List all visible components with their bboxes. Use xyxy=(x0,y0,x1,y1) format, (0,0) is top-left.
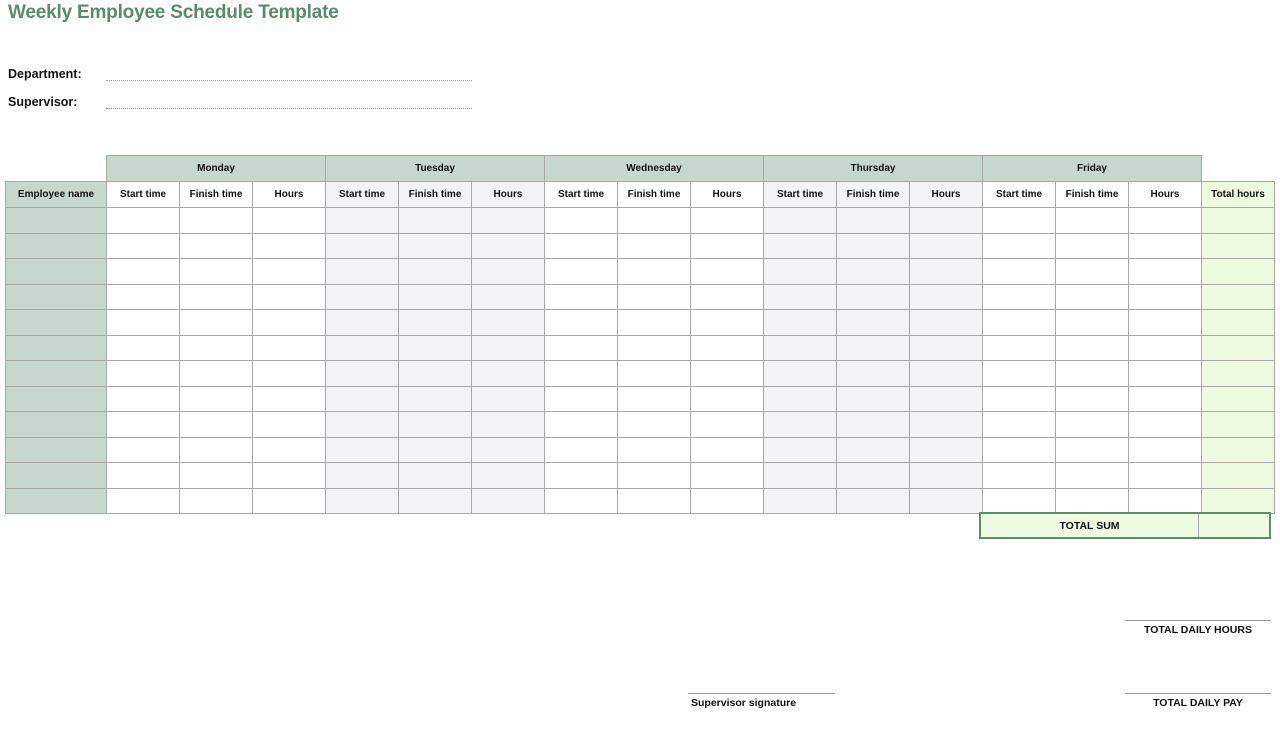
friday-start-time-cell[interactable] xyxy=(983,335,1056,361)
monday-hours-cell[interactable] xyxy=(253,463,326,489)
monday-start-time-cell[interactable] xyxy=(107,437,180,463)
total-hours-cell[interactable] xyxy=(1202,463,1275,489)
wednesday-finish-time-cell[interactable] xyxy=(618,284,691,310)
table-row xyxy=(6,208,1275,234)
tuesday-hours-cell[interactable] xyxy=(472,233,545,259)
monday-start-time-cell[interactable] xyxy=(107,259,180,285)
supervisor-signature-line[interactable] xyxy=(688,693,835,709)
thursday-start-time-cell[interactable] xyxy=(764,361,837,387)
department-label: Department: xyxy=(8,67,82,81)
monday-hours-cell[interactable] xyxy=(253,284,326,310)
thursday-finish-time-cell[interactable] xyxy=(837,361,910,387)
monday-finish-time-cell[interactable] xyxy=(180,488,253,514)
monday-finish-time-cell[interactable] xyxy=(180,335,253,361)
thursday-start-time-cell[interactable] xyxy=(764,259,837,285)
wednesday-hours-cell[interactable] xyxy=(691,437,764,463)
monday-start-time-cell[interactable] xyxy=(107,208,180,234)
tuesday-finish-time-cell[interactable] xyxy=(399,412,472,438)
friday-start-time-cell[interactable] xyxy=(983,488,1056,514)
total-hours-cell[interactable] xyxy=(1202,233,1275,259)
friday-finish-time-cell[interactable] xyxy=(1056,488,1129,514)
friday-start-time-cell[interactable] xyxy=(983,386,1056,412)
employee-name-cell[interactable] xyxy=(6,310,107,336)
monday-hours-header: Hours xyxy=(253,182,326,208)
thursday-hours-cell[interactable] xyxy=(910,437,983,463)
monday-start-time-cell[interactable] xyxy=(107,412,180,438)
employee-name-cell[interactable] xyxy=(6,386,107,412)
employee-name-cell[interactable] xyxy=(6,463,107,489)
tuesday-finish-time-cell[interactable] xyxy=(399,488,472,514)
friday-finish-time-cell[interactable] xyxy=(1056,208,1129,234)
total-daily-hours-line xyxy=(1125,620,1271,636)
total-sum-label: TOTAL SUM xyxy=(981,514,1199,537)
total-sum-box xyxy=(979,512,1271,539)
thursday-finish-time-cell[interactable] xyxy=(837,259,910,285)
monday-start-time-cell[interactable] xyxy=(107,233,180,259)
friday-start-time-cell[interactable] xyxy=(983,233,1056,259)
total-hours-cell[interactable] xyxy=(1202,437,1275,463)
total-hours-cell[interactable] xyxy=(1202,361,1275,387)
tuesday-start-time-cell[interactable] xyxy=(326,463,399,489)
thursday-hours-cell[interactable] xyxy=(910,233,983,259)
department-field[interactable] xyxy=(106,68,472,81)
tuesday-hours-cell[interactable] xyxy=(472,361,545,387)
thursday-start-time-cell[interactable] xyxy=(764,208,837,234)
wednesday-hours-cell[interactable] xyxy=(691,386,764,412)
thursday-hours-cell[interactable] xyxy=(910,463,983,489)
header-spacer xyxy=(6,156,107,182)
employee-name-cell[interactable] xyxy=(6,335,107,361)
wednesday-finish-time-cell[interactable] xyxy=(618,335,691,361)
friday-hours-cell[interactable] xyxy=(1129,463,1202,489)
department-row xyxy=(8,61,472,81)
total-daily-hours-label: TOTAL DAILY HOURS xyxy=(1144,624,1252,636)
tuesday-hours-cell[interactable] xyxy=(472,412,545,438)
thursday-finish-time-cell[interactable] xyxy=(837,208,910,234)
monday-hours-cell[interactable] xyxy=(253,335,326,361)
friday-hours-cell[interactable] xyxy=(1129,310,1202,336)
thursday-hours-cell[interactable] xyxy=(910,310,983,336)
tuesday-finish-time-cell[interactable] xyxy=(399,361,472,387)
monday-hours-cell[interactable] xyxy=(253,259,326,285)
wednesday-hours-cell[interactable] xyxy=(691,361,764,387)
table-row xyxy=(6,259,1275,285)
tuesday-finish-time-cell[interactable] xyxy=(399,386,472,412)
employee-name-cell[interactable] xyxy=(6,488,107,514)
total-hours-cell[interactable] xyxy=(1202,412,1275,438)
table-row xyxy=(6,310,1275,336)
friday-hours-cell[interactable] xyxy=(1129,208,1202,234)
monday-hours-cell[interactable] xyxy=(253,437,326,463)
monday-start-time-cell[interactable] xyxy=(107,335,180,361)
day-header-monday: Monday xyxy=(107,156,326,182)
monday-hours-cell[interactable] xyxy=(253,310,326,336)
thursday-finish-time-cell[interactable] xyxy=(837,310,910,336)
tuesday-start-time-cell[interactable] xyxy=(326,361,399,387)
monday-hours-cell[interactable] xyxy=(253,386,326,412)
tuesday-finish-time-cell[interactable] xyxy=(399,437,472,463)
friday-finish-time-cell[interactable] xyxy=(1056,310,1129,336)
monday-finish-time-cell[interactable] xyxy=(180,310,253,336)
friday-start-time-cell[interactable] xyxy=(983,437,1056,463)
wednesday-hours-cell[interactable] xyxy=(691,284,764,310)
wednesday-start-time-cell[interactable] xyxy=(545,463,618,489)
friday-finish-time-cell[interactable] xyxy=(1056,463,1129,489)
day-header-friday: Friday xyxy=(983,156,1202,182)
employee-name-cell[interactable] xyxy=(6,284,107,310)
thursday-hours-cell[interactable] xyxy=(910,335,983,361)
friday-hours-cell[interactable] xyxy=(1129,233,1202,259)
schedule-table xyxy=(5,155,1275,514)
monday-start-time-cell[interactable] xyxy=(107,488,180,514)
monday-start-time-cell[interactable] xyxy=(107,386,180,412)
table-row xyxy=(6,233,1275,259)
tuesday-start-time-cell[interactable] xyxy=(326,412,399,438)
monday-finish-time-cell[interactable] xyxy=(180,437,253,463)
employee-name-cell[interactable] xyxy=(6,259,107,285)
employee-name-cell[interactable] xyxy=(6,233,107,259)
wednesday-hours-cell[interactable] xyxy=(691,208,764,234)
thursday-start-time-cell[interactable] xyxy=(764,463,837,489)
friday-finish-time-cell[interactable] xyxy=(1056,437,1129,463)
friday-hours-cell[interactable] xyxy=(1129,361,1202,387)
wednesday-start-time-cell[interactable] xyxy=(545,412,618,438)
monday-hours-cell[interactable] xyxy=(253,208,326,234)
wednesday-start-time-cell[interactable] xyxy=(545,284,618,310)
tuesday-start-time-cell[interactable] xyxy=(326,335,399,361)
friday-hours-cell[interactable] xyxy=(1129,284,1202,310)
monday-finish-time-cell[interactable] xyxy=(180,284,253,310)
monday-finish-time-cell[interactable] xyxy=(180,361,253,387)
employee-name-cell[interactable] xyxy=(6,412,107,438)
tuesday-hours-cell[interactable] xyxy=(472,284,545,310)
thursday-finish-time-cell[interactable] xyxy=(837,488,910,514)
tuesday-start-time-cell[interactable] xyxy=(326,437,399,463)
monday-hours-cell[interactable] xyxy=(253,361,326,387)
tuesday-start-time-cell[interactable] xyxy=(326,259,399,285)
wednesday-hours-cell[interactable] xyxy=(691,412,764,438)
friday-finish-time-cell[interactable] xyxy=(1056,361,1129,387)
thursday-finish-time-cell[interactable] xyxy=(837,386,910,412)
tuesday-hours-cell[interactable] xyxy=(472,335,545,361)
tuesday-start-time-cell[interactable] xyxy=(326,208,399,234)
friday-start-time-cell[interactable] xyxy=(983,259,1056,285)
friday-hours-cell[interactable] xyxy=(1129,259,1202,285)
thursday-start-time-cell[interactable] xyxy=(764,335,837,361)
friday-start-time-header: Start time xyxy=(983,182,1056,208)
tuesday-hours-cell[interactable] xyxy=(472,488,545,514)
friday-hours-cell[interactable] xyxy=(1129,335,1202,361)
table-row xyxy=(6,386,1275,412)
monday-hours-cell[interactable] xyxy=(253,488,326,514)
wednesday-finish-time-cell[interactable] xyxy=(618,259,691,285)
monday-finish-time-cell[interactable] xyxy=(180,412,253,438)
wednesday-finish-time-cell[interactable] xyxy=(618,208,691,234)
day-header-row xyxy=(6,156,1275,182)
friday-start-time-cell[interactable] xyxy=(983,463,1056,489)
wednesday-finish-time-cell[interactable] xyxy=(618,386,691,412)
employee-name-cell[interactable] xyxy=(6,361,107,387)
friday-finish-time-cell[interactable] xyxy=(1056,335,1129,361)
friday-hours-cell[interactable] xyxy=(1129,437,1202,463)
wednesday-start-time-cell[interactable] xyxy=(545,437,618,463)
wednesday-start-time-cell[interactable] xyxy=(545,386,618,412)
day-header-wednesday: Wednesday xyxy=(545,156,764,182)
tuesday-hours-cell[interactable] xyxy=(472,386,545,412)
friday-hours-cell[interactable] xyxy=(1129,386,1202,412)
monday-start-time-cell[interactable] xyxy=(107,463,180,489)
table-row xyxy=(6,463,1275,489)
wednesday-hours-cell[interactable] xyxy=(691,463,764,489)
thursday-start-time-cell[interactable] xyxy=(764,488,837,514)
wednesday-hours-cell[interactable] xyxy=(691,488,764,514)
thursday-hours-cell[interactable] xyxy=(910,488,983,514)
thursday-start-time-cell[interactable] xyxy=(764,386,837,412)
wednesday-finish-time-cell[interactable] xyxy=(618,310,691,336)
tuesday-start-time-header: Start time xyxy=(326,182,399,208)
wednesday-finish-time-header: Finish time xyxy=(618,182,691,208)
wednesday-start-time-cell[interactable] xyxy=(545,335,618,361)
total-hours-cell[interactable] xyxy=(1202,335,1275,361)
total-hours-cell[interactable] xyxy=(1202,488,1275,514)
tuesday-finish-time-cell[interactable] xyxy=(399,208,472,234)
thursday-hours-cell[interactable] xyxy=(910,386,983,412)
total-hours-cell[interactable] xyxy=(1202,386,1275,412)
employee-name-header: Employee name xyxy=(6,182,107,208)
thursday-start-time-cell[interactable] xyxy=(764,310,837,336)
friday-finish-time-cell[interactable] xyxy=(1056,233,1129,259)
wednesday-finish-time-cell[interactable] xyxy=(618,233,691,259)
total-hours-cell[interactable] xyxy=(1202,310,1275,336)
tuesday-hours-cell[interactable] xyxy=(472,310,545,336)
thursday-start-time-cell[interactable] xyxy=(764,437,837,463)
tuesday-hours-header: Hours xyxy=(472,182,545,208)
header-spacer xyxy=(1202,156,1275,182)
wednesday-start-time-cell[interactable] xyxy=(545,488,618,514)
page-title: Weekly Employee Schedule Template xyxy=(8,2,339,23)
table-row xyxy=(6,361,1275,387)
thursday-hours-cell[interactable] xyxy=(910,412,983,438)
thursday-hours-cell[interactable] xyxy=(910,208,983,234)
thursday-finish-time-cell[interactable] xyxy=(837,463,910,489)
wednesday-start-time-cell[interactable] xyxy=(545,310,618,336)
supervisor-field[interactable] xyxy=(106,96,472,109)
tuesday-start-time-cell[interactable] xyxy=(326,233,399,259)
monday-finish-time-cell[interactable] xyxy=(180,208,253,234)
thursday-hours-cell[interactable] xyxy=(910,361,983,387)
monday-finish-time-cell[interactable] xyxy=(180,259,253,285)
friday-finish-time-cell[interactable] xyxy=(1056,386,1129,412)
tuesday-hours-cell[interactable] xyxy=(472,437,545,463)
wednesday-finish-time-cell[interactable] xyxy=(618,437,691,463)
friday-finish-time-header: Finish time xyxy=(1056,182,1129,208)
tuesday-finish-time-header: Finish time xyxy=(399,182,472,208)
monday-finish-time-cell[interactable] xyxy=(180,463,253,489)
table-row xyxy=(6,284,1275,310)
thursday-start-time-cell[interactable] xyxy=(764,233,837,259)
friday-start-time-cell[interactable] xyxy=(983,208,1056,234)
monday-finish-time-header: Finish time xyxy=(180,182,253,208)
friday-finish-time-cell[interactable] xyxy=(1056,284,1129,310)
wednesday-finish-time-cell[interactable] xyxy=(618,488,691,514)
monday-start-time-cell[interactable] xyxy=(107,361,180,387)
day-header-thursday: Thursday xyxy=(764,156,983,182)
table-row xyxy=(6,335,1275,361)
tuesday-hours-cell[interactable] xyxy=(472,463,545,489)
monday-finish-time-cell[interactable] xyxy=(180,386,253,412)
wednesday-hours-cell[interactable] xyxy=(691,233,764,259)
tuesday-start-time-cell[interactable] xyxy=(326,310,399,336)
table-row xyxy=(6,488,1275,514)
friday-hours-cell[interactable] xyxy=(1129,488,1202,514)
thursday-hours-cell[interactable] xyxy=(910,259,983,285)
friday-start-time-cell[interactable] xyxy=(983,310,1056,336)
thursday-finish-time-cell[interactable] xyxy=(837,233,910,259)
thursday-finish-time-cell[interactable] xyxy=(837,284,910,310)
wednesday-finish-time-cell[interactable] xyxy=(618,412,691,438)
monday-start-time-cell[interactable] xyxy=(107,284,180,310)
wednesday-start-time-cell[interactable] xyxy=(545,361,618,387)
wednesday-start-time-header: Start time xyxy=(545,182,618,208)
monday-hours-cell[interactable] xyxy=(253,412,326,438)
day-header-tuesday: Tuesday xyxy=(326,156,545,182)
tuesday-start-time-cell[interactable] xyxy=(326,488,399,514)
monday-start-time-cell[interactable] xyxy=(107,310,180,336)
tuesday-finish-time-cell[interactable] xyxy=(399,463,472,489)
wednesday-start-time-cell[interactable] xyxy=(545,208,618,234)
total-hours-cell[interactable] xyxy=(1202,208,1275,234)
wednesday-hours-header: Hours xyxy=(691,182,764,208)
table-row xyxy=(6,412,1275,438)
friday-hours-cell[interactable] xyxy=(1129,412,1202,438)
tuesday-finish-time-cell[interactable] xyxy=(399,259,472,285)
thursday-finish-time-cell[interactable] xyxy=(837,335,910,361)
employee-name-cell[interactable] xyxy=(6,437,107,463)
tuesday-finish-time-cell[interactable] xyxy=(399,310,472,336)
friday-hours-header: Hours xyxy=(1129,182,1202,208)
wednesday-start-time-cell[interactable] xyxy=(545,259,618,285)
thursday-finish-time-cell[interactable] xyxy=(837,412,910,438)
monday-start-time-header: Start time xyxy=(107,182,180,208)
thursday-start-time-cell[interactable] xyxy=(764,284,837,310)
tuesday-start-time-cell[interactable] xyxy=(326,284,399,310)
wednesday-hours-cell[interactable] xyxy=(691,310,764,336)
thursday-finish-time-cell[interactable] xyxy=(837,437,910,463)
friday-finish-time-cell[interactable] xyxy=(1056,412,1129,438)
friday-finish-time-cell[interactable] xyxy=(1056,259,1129,285)
thursday-start-time-cell[interactable] xyxy=(764,412,837,438)
total-sum-value[interactable] xyxy=(1199,514,1269,537)
total-daily-pay-label: TOTAL DAILY PAY xyxy=(1153,697,1243,709)
total-daily-pay-line xyxy=(1125,693,1271,709)
supervisor-label: Supervisor: xyxy=(8,95,78,109)
wednesday-hours-cell[interactable] xyxy=(691,335,764,361)
tuesday-finish-time-cell[interactable] xyxy=(399,233,472,259)
monday-finish-time-cell[interactable] xyxy=(180,233,253,259)
monday-hours-cell[interactable] xyxy=(253,233,326,259)
thursday-hours-header: Hours xyxy=(910,182,983,208)
supervisor-signature-label: Supervisor signature xyxy=(691,697,797,709)
employee-name-cell[interactable] xyxy=(6,208,107,234)
wednesday-start-time-cell[interactable] xyxy=(545,233,618,259)
friday-start-time-cell[interactable] xyxy=(983,284,1056,310)
thursday-hours-cell[interactable] xyxy=(910,284,983,310)
total-hours-header: Total hours xyxy=(1202,182,1275,208)
tuesday-start-time-cell[interactable] xyxy=(326,386,399,412)
wednesday-finish-time-cell[interactable] xyxy=(618,361,691,387)
wednesday-hours-cell[interactable] xyxy=(691,259,764,285)
friday-start-time-cell[interactable] xyxy=(983,361,1056,387)
total-hours-cell[interactable] xyxy=(1202,259,1275,285)
tuesday-hours-cell[interactable] xyxy=(472,208,545,234)
supervisor-row xyxy=(8,89,472,109)
table-row xyxy=(6,437,1275,463)
friday-start-time-cell[interactable] xyxy=(983,412,1056,438)
schedule-body xyxy=(6,208,1275,514)
thursday-start-time-header: Start time xyxy=(764,182,837,208)
column-header-row xyxy=(6,182,1275,208)
thursday-finish-time-header: Finish time xyxy=(837,182,910,208)
tuesday-finish-time-cell[interactable] xyxy=(399,335,472,361)
tuesday-hours-cell[interactable] xyxy=(472,259,545,285)
wednesday-finish-time-cell[interactable] xyxy=(618,463,691,489)
total-hours-cell[interactable] xyxy=(1202,284,1275,310)
tuesday-finish-time-cell[interactable] xyxy=(399,284,472,310)
